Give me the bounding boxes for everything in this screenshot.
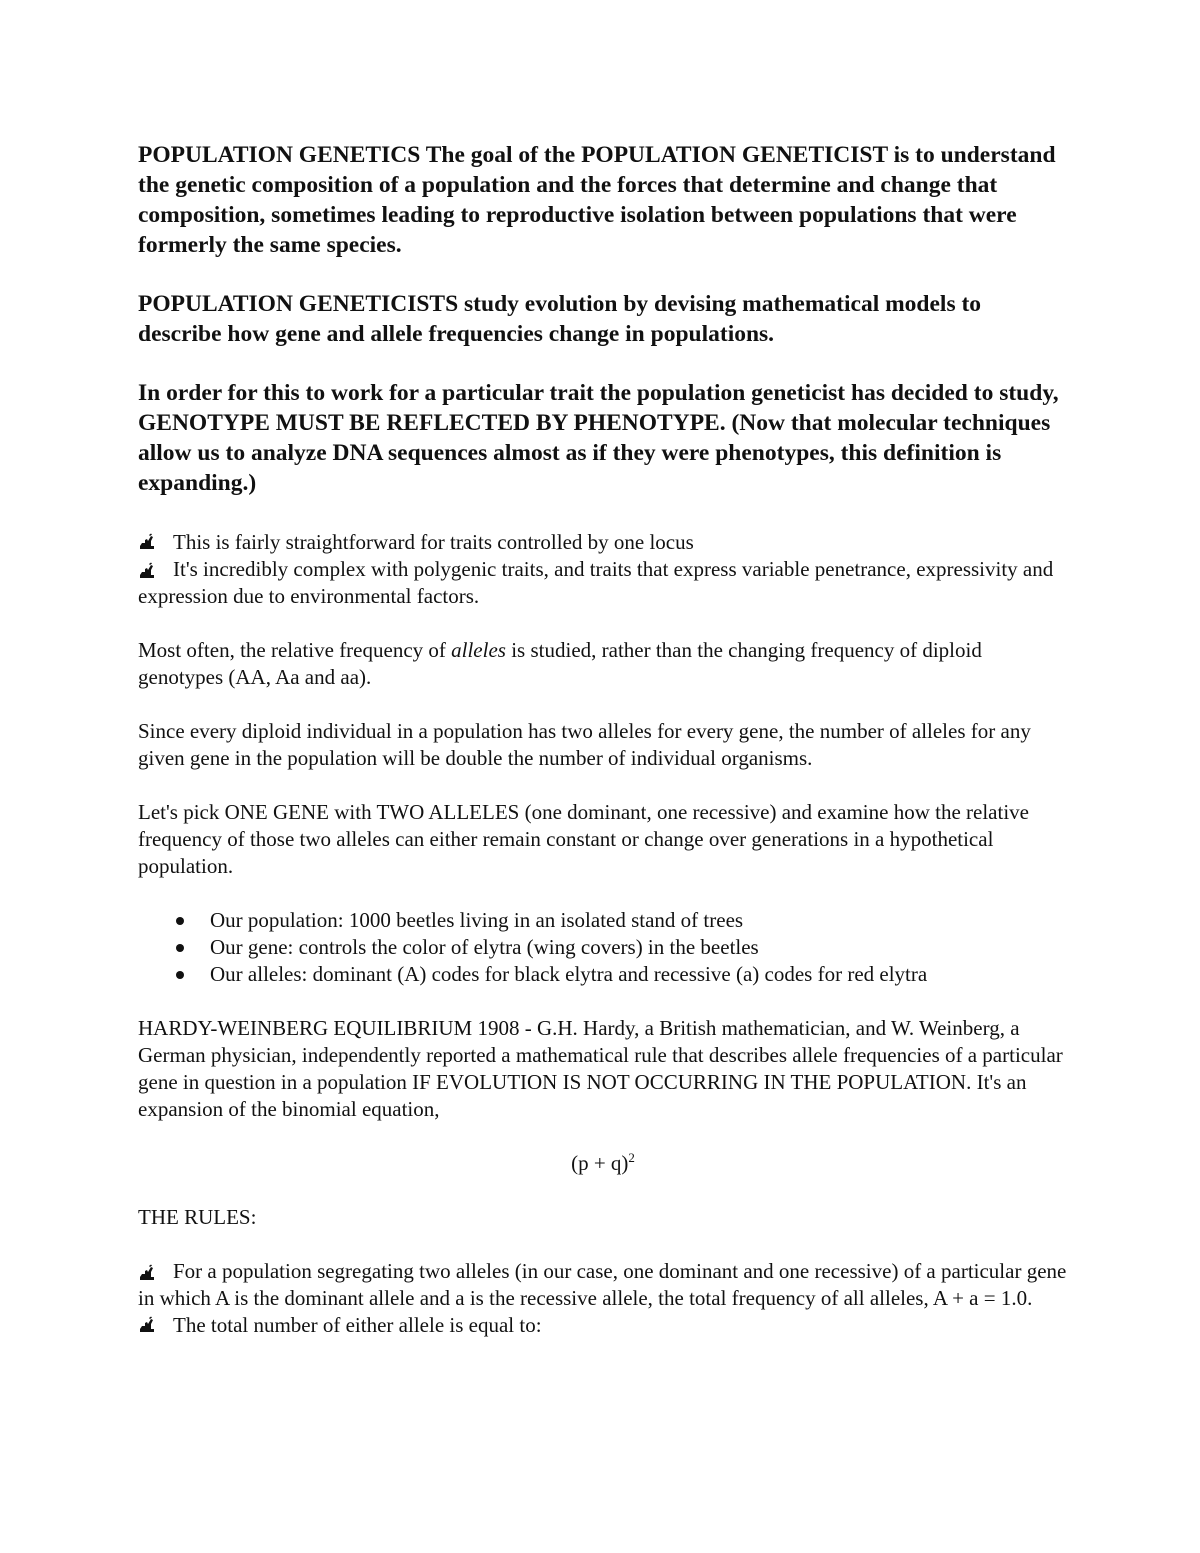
checklist-item (138, 1312, 1068, 1339)
checklist-text: The total number of either allele is equal to: (173, 1313, 542, 1337)
geneticists-paragraph: POPULATION GENETICISTS study evolution by devising mathematical models to describe how gene and allele frequencies change in populations. (138, 291, 982, 347)
list-item (138, 934, 1068, 961)
text-run: Most often, the relative frequency of (138, 638, 452, 662)
writing-hand-icon (138, 1264, 156, 1282)
checklist-item (138, 1258, 1068, 1312)
checklist-text: This is fairly straightforward for traits controlled by one locus (173, 530, 694, 554)
list-item (138, 907, 1068, 934)
checklist-item (138, 556, 1068, 610)
rules-heading: THE RULES: (138, 1205, 257, 1229)
binomial-equation (138, 1150, 1068, 1177)
list-item (138, 961, 1068, 988)
writing-hand-icon (138, 533, 156, 551)
document-page (138, 140, 1068, 1339)
genotype-phenotype-paragraph: In order for this to work for a particular trait the population geneticist has decided to study, GENOTYPE MUST BE REFLECTED BY PHENOTYPE. (Now that molecular techniques allow us to analyze DNA sequences almost as if they were phenotypes, this definition is expanding.) (138, 380, 1059, 496)
equation-exponent: 2 (628, 1150, 635, 1165)
bullet-dot (176, 971, 184, 979)
emphasis-alleles: alleles (451, 638, 506, 662)
beetle-example-list (138, 907, 1068, 988)
list-item-text: Our gene: controls the color of elytra (wing covers) in the beetles (210, 935, 759, 959)
checklist-rules (138, 1258, 1068, 1339)
example-paragraph: Let's pick ONE GENE with TWO ALLELES (one dominant, one recessive) and examine how the relative frequency of those two alleles can either remain constant or change over generations in a hypothetical population. (138, 800, 1029, 878)
text-run: is studied, rather than the changing frequency of diploid genotypes (AA, Aa and aa). (138, 638, 982, 689)
checklist-text: For a population segregating two alleles (in our case, one dominant and one recessive) of a particular gene in which A is the dominant allele and a is the recessive allele, the total frequency of all alleles, A + a = 1.0. (138, 1259, 1067, 1310)
allele-frequency-paragraph (138, 637, 1068, 691)
hardy-weinberg-paragraph: HARDY-WEINBERG EQUILIBRIUM 1908 - G.H. Hardy, a British mathematician, and W. Weinberg, a German physician, independently reported a mathematical rule that describes allele frequencies of a particular gene in question in a population IF EVOLUTION IS NOT OCCURRING IN THE POPULATION. It's an expansion of the binomial equation, (138, 1016, 1063, 1121)
equation-base: (p + q) (571, 1151, 629, 1175)
checklist-text: It's incredibly complex with polygenic traits, and traits that express variable penetrance, expressivity and expression due to environmental factors. (138, 557, 1054, 608)
checklist-item (138, 529, 1068, 556)
list-item-text: Our alleles: dominant (A) codes for black elytra and recessive (a) codes for red elytra (210, 962, 928, 986)
list-item-text: Our population: 1000 beetles living in an isolated stand of trees (210, 908, 744, 932)
intro-paragraph: POPULATION GENETICS The goal of the POPULATION GENETICIST is to understand the genetic composition of a population and the forces that determine and change that composition, sometimes leading to reproductive isolation between populations that were formerly the same species. (138, 142, 1056, 258)
bullet-dot (176, 944, 184, 952)
writing-hand-icon (138, 562, 156, 580)
bullet-dot (176, 917, 184, 925)
checklist-traits (138, 529, 1068, 610)
diploid-paragraph: Since every diploid individual in a population has two alleles for every gene, the number of alleles for any given gene in the population will be double the number of individual organisms. (138, 719, 1031, 770)
writing-hand-icon (138, 1316, 156, 1334)
